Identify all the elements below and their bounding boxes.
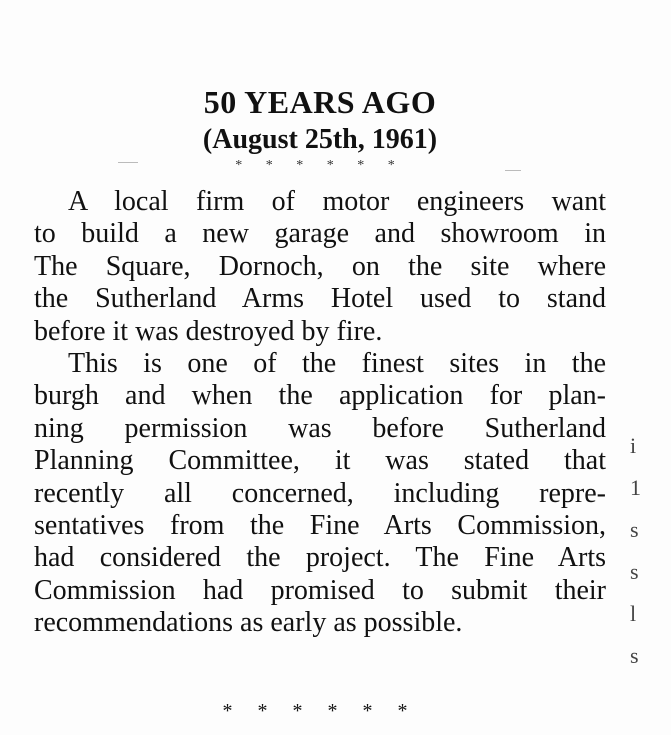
article-line: before it was destroyed by fire. xyxy=(34,315,383,347)
article-line: sentatives from the Fine Arts Commission, xyxy=(34,510,606,542)
margin-fragment: i xyxy=(630,433,637,458)
paragraph-1 xyxy=(34,186,606,348)
margin-fragment: s xyxy=(630,517,639,542)
article-line: burgh and when the application for plan- xyxy=(34,380,606,412)
paragraph-2 xyxy=(34,348,606,640)
top-star-divider: * * * * * * xyxy=(235,158,405,173)
article-line: The Square, Dornoch, on the site where xyxy=(34,250,606,282)
bottom-star-divider: * * * * * * xyxy=(222,700,418,722)
article-line: recommendations as early as possible. xyxy=(34,607,463,639)
article-line: to build a new garage and showroom in xyxy=(34,218,606,250)
article-line: This is one of the finest sites in the xyxy=(68,348,606,380)
adjacent-column-fragments xyxy=(630,425,660,677)
article-line: A local firm of motor engineers want xyxy=(68,186,606,217)
margin-fragment: s xyxy=(630,559,639,584)
column-title: 50 YEARS AGO xyxy=(203,84,437,120)
article-line: Planning Committee, it was stated that xyxy=(34,445,606,477)
margin-fragment: l xyxy=(630,601,637,626)
margin-fragment: s xyxy=(630,643,639,668)
article-body xyxy=(34,186,606,640)
article-line: the Sutherland Arms Hotel used to stand xyxy=(34,283,606,315)
article-line: ning permission was before Sutherland xyxy=(34,412,606,444)
article-line: had considered the project. The Fine Arts xyxy=(34,542,606,574)
column-date: (August 25th, 1961) xyxy=(202,124,438,155)
article-line: recently all concerned, including repre- xyxy=(34,477,606,509)
article-line: Commission had promised to submit their xyxy=(34,574,606,606)
margin-fragment: 1 xyxy=(630,475,641,500)
